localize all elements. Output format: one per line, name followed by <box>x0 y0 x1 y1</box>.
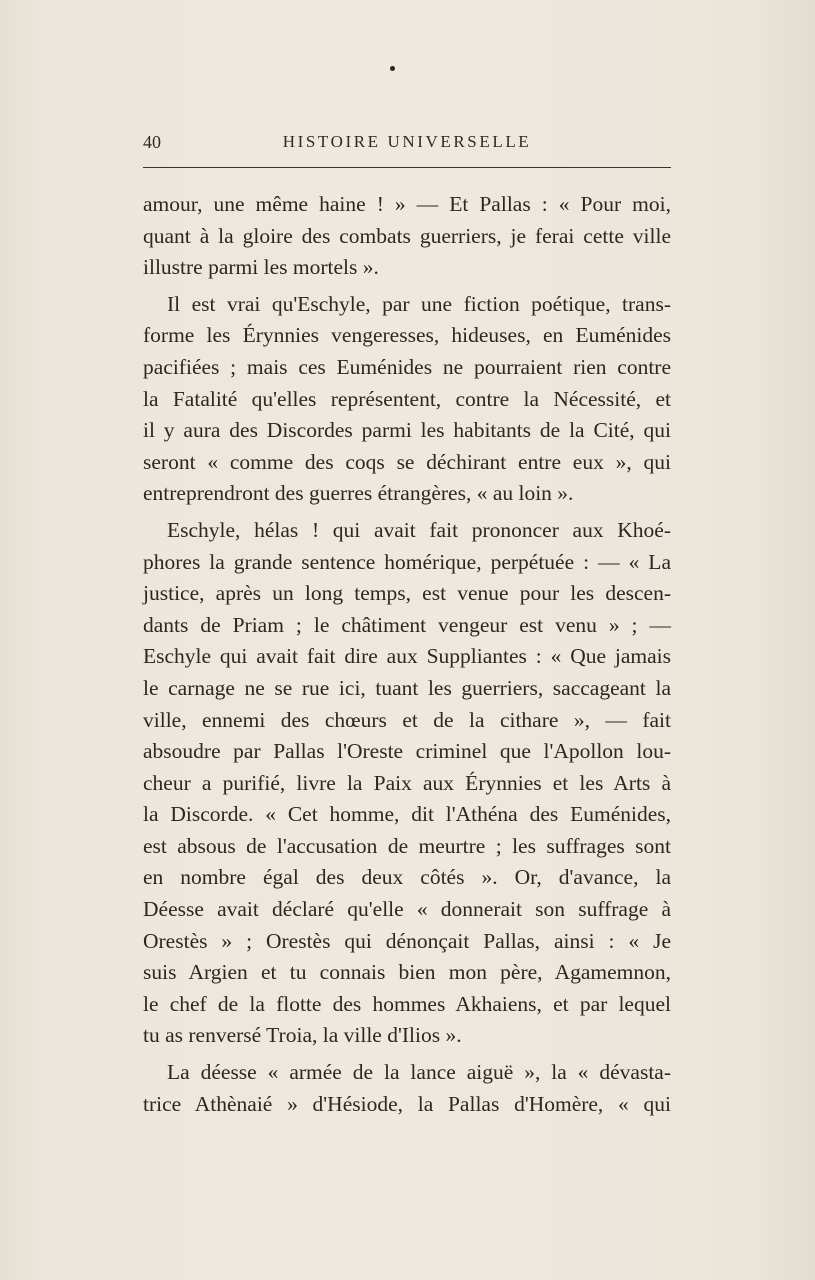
text-line: quant à la gloire des combats guerriers, je ferai cette ville <box>143 223 671 248</box>
text-line: illustre parmi les mortels ». <box>143 255 379 280</box>
text-line: suis Argien et tu connais bien mon père, Agamemnon, <box>143 960 671 985</box>
text-line: absoudre par Pallas l'Oreste criminel que l'Apollon lou- <box>143 739 671 764</box>
running-title: HISTOIRE UNIVERSELLE <box>282 132 532 151</box>
body-text <box>143 189 671 1120</box>
paragraph-2 <box>143 289 671 510</box>
header-rule <box>143 167 671 168</box>
text-line: trice Athènaié » d'Hésiode, la Pallas d'Homère, « qui <box>143 1091 671 1116</box>
text-line: La déesse « armée de la lance aiguë », la « dévasta- <box>167 1060 671 1085</box>
text-line: Eschyle qui avait fait dire aux Suppliantes : « Que jamais <box>143 644 671 669</box>
page-header <box>143 128 671 158</box>
text-line: pacifiées ; mais ces Euménides ne pourraient rien contre <box>143 354 671 379</box>
text-line: le carnage ne se rue ici, tuant les guerriers, saccageant la <box>143 675 671 700</box>
text-line: le chef de la flotte des hommes Akhaiens, et par lequel <box>143 991 671 1016</box>
text-line: la Discorde. « Cet homme, dit l'Athéna des Euménides, <box>143 802 671 827</box>
text-line: forme les Érynnies vengeresses, hideuses, en Euménides <box>143 323 671 348</box>
text-line: ville, ennemi des chœurs et de la cithare », — fait <box>143 707 671 732</box>
text-line: cheur a purifié, livre la Paix aux Érynnies et les Arts à <box>143 770 671 795</box>
text-line: phores la grande sentence homérique, perpétuée : — « La <box>143 549 671 574</box>
text-line: est absous de l'accusation de meurtre ; les suffrages sont <box>143 833 671 858</box>
page-number: 40 <box>143 132 161 152</box>
ink-speck <box>390 66 395 71</box>
text-line: seront « comme des coqs se déchirant entre eux », qui <box>143 449 671 474</box>
text-line: la Fatalité qu'elles représentent, contre la Nécessité, et <box>143 386 671 411</box>
text-line: entreprendront des guerres étrangères, « au loin ». <box>143 481 574 506</box>
paragraph-3 <box>143 515 671 1052</box>
paragraph-4 <box>143 1057 671 1120</box>
paragraph-1 <box>143 189 671 284</box>
text-line: Déesse avait déclaré qu'elle « donnerait son suffrage à <box>143 897 671 922</box>
text-line: Orestès » ; Orestès qui dénonçait Pallas, ainsi : « Je <box>143 928 671 953</box>
text-line: dants de Priam ; le châtiment vengeur est venu » ; — <box>143 612 671 637</box>
text-line: justice, après un long temps, est venue pour les descen- <box>143 581 671 606</box>
text-line: Il est vrai qu'Eschyle, par une fiction poétique, trans- <box>167 291 671 316</box>
text-line: tu as renversé Troia, la ville d'Ilios ». <box>143 1023 462 1048</box>
text-line: il y aura des Discordes parmi les habitants de la Cité, qui <box>143 418 671 443</box>
text-line: en nombre égal des deux côtés ». Or, d'avance, la <box>143 865 671 890</box>
text-line: amour, une même haine ! » — Et Pallas : « Pour moi, <box>143 192 671 216</box>
text-line: Eschyle, hélas ! qui avait fait prononcer aux Khoé- <box>167 517 671 542</box>
